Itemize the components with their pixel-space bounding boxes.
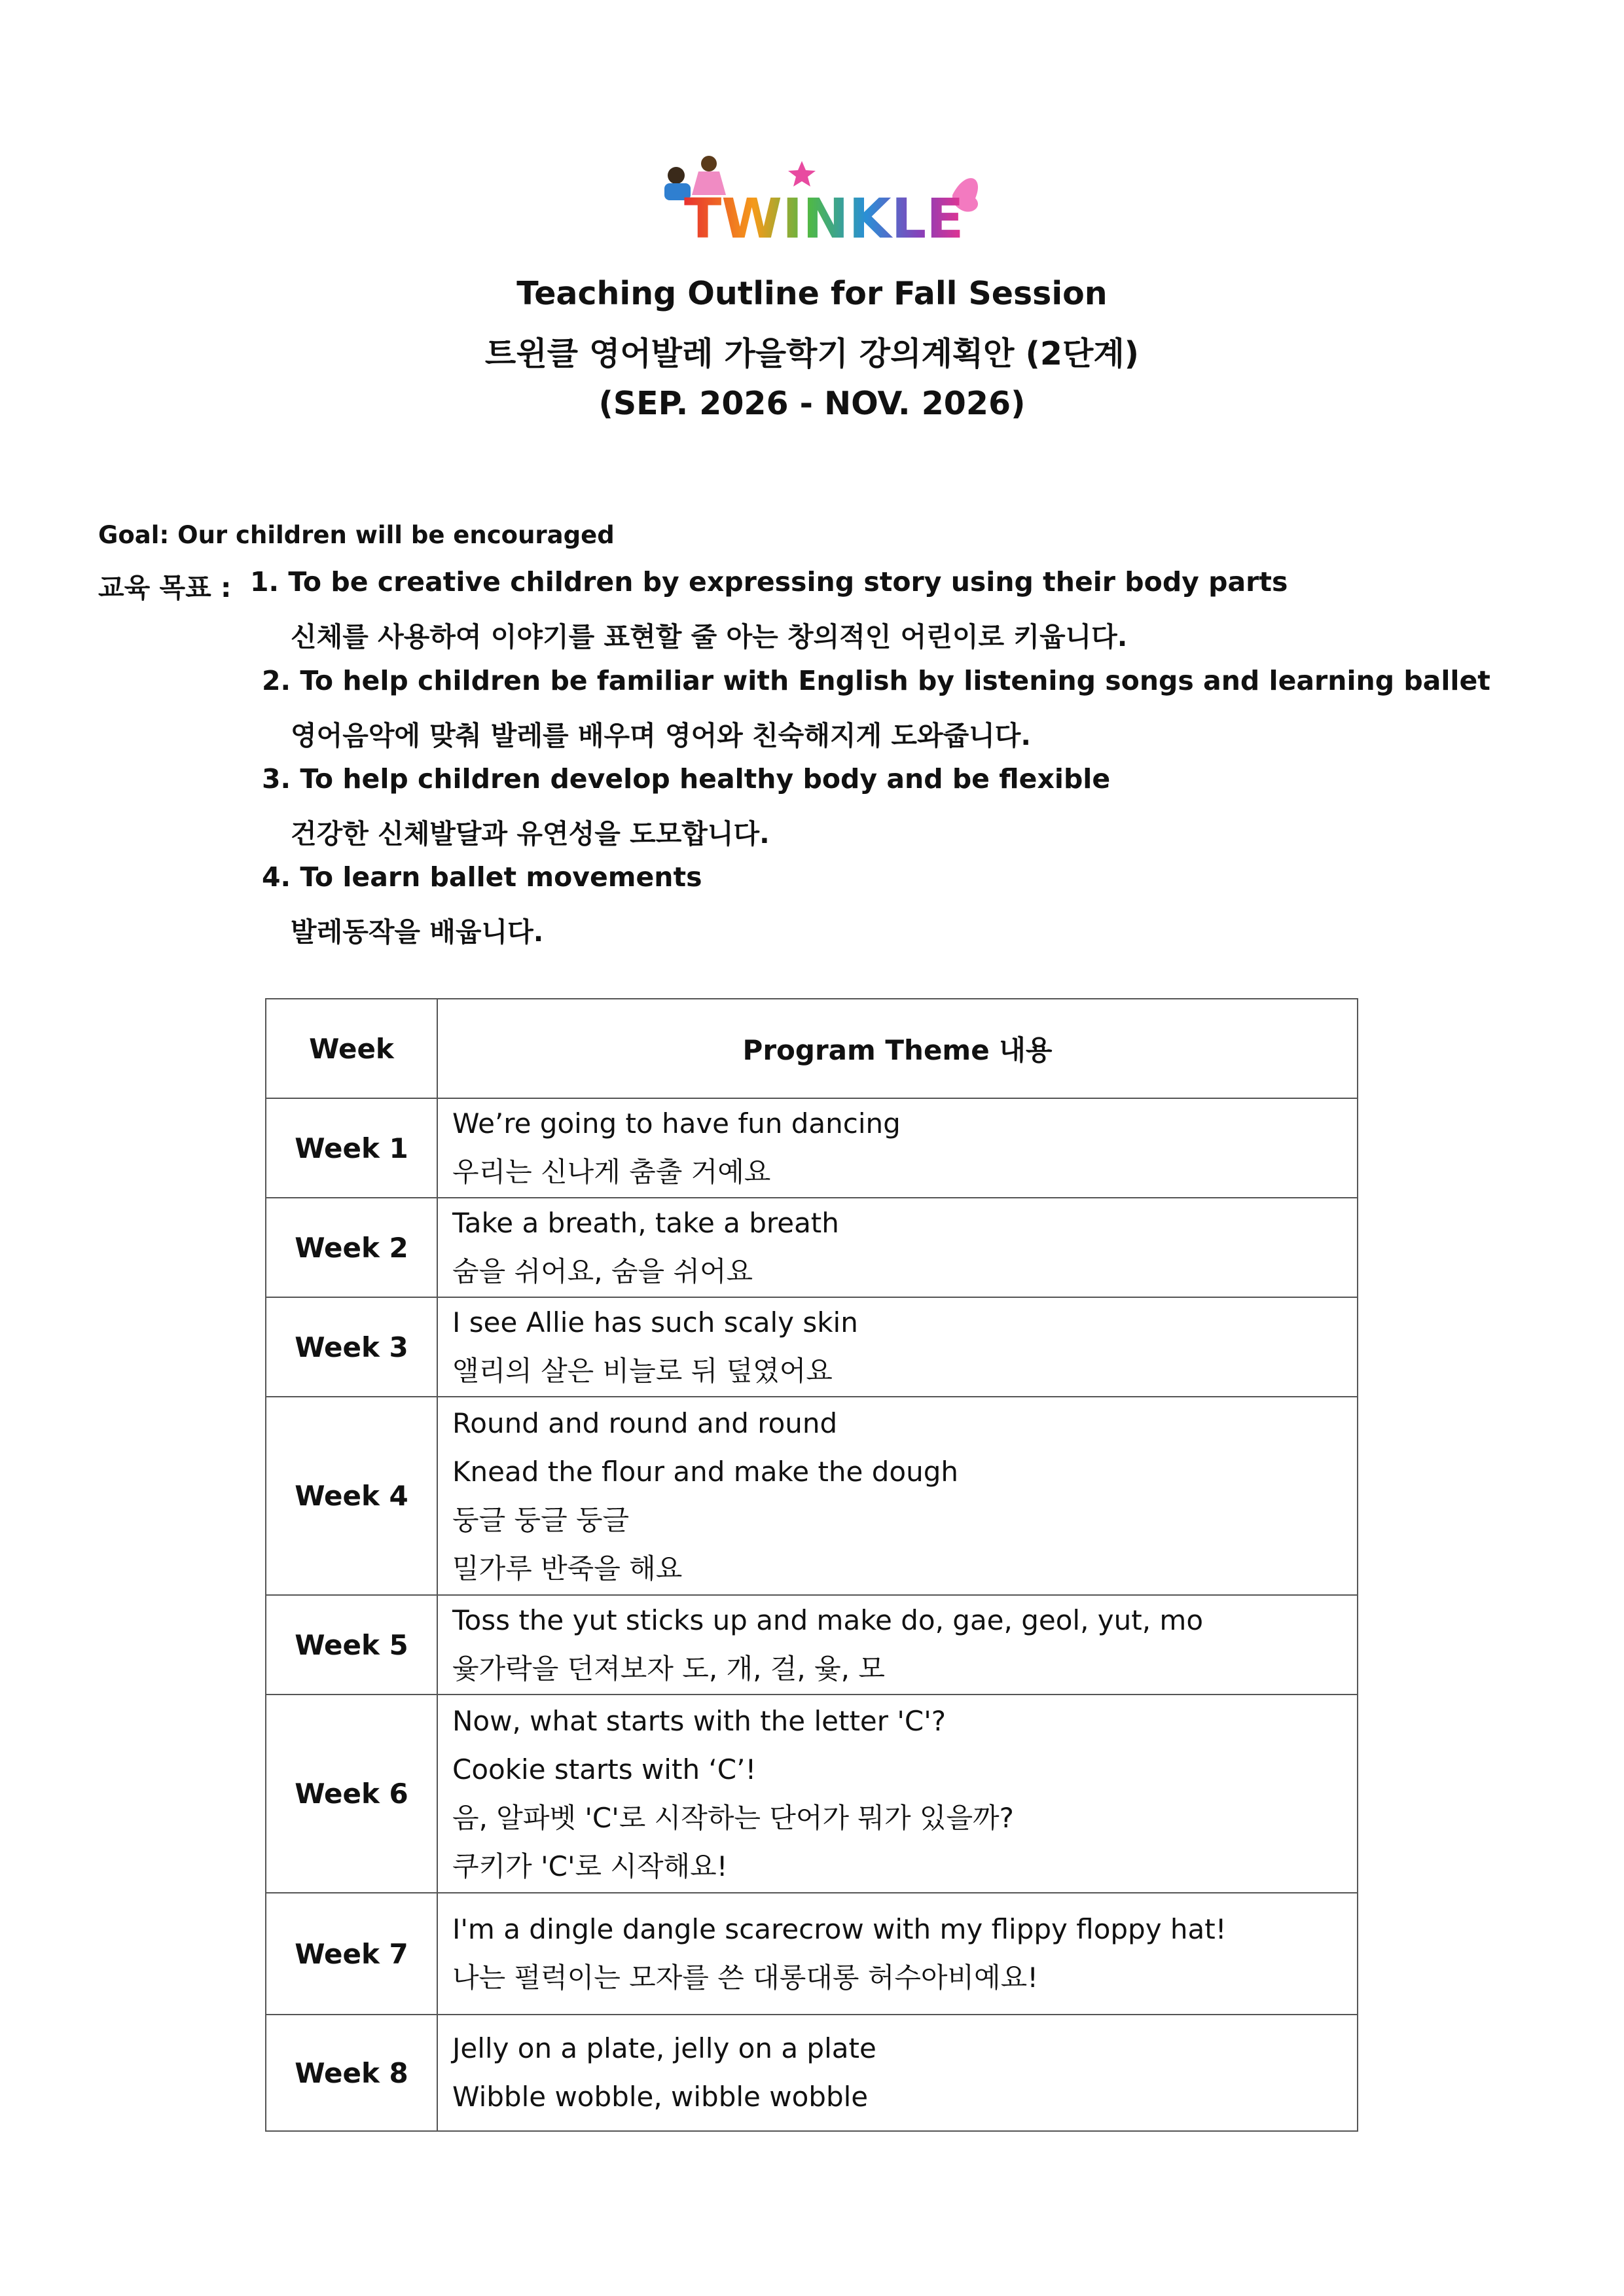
theme-line: Cookie starts with ‘C’! — [452, 1753, 757, 1785]
table-row — [266, 1595, 1358, 1695]
theme-line: We’re going to have fun dancing — [452, 1107, 901, 1139]
goal-item-4-ko: 발레동작을 배웁니다. — [291, 916, 544, 948]
goal-item-3-ko: 건강한 신체발달과 유연성을 도모합니다. — [291, 818, 770, 850]
goal-item-3-en: 3. To help children develop healthy body and be flexible — [262, 763, 1111, 795]
week-cell: Week 1 — [266, 1098, 437, 1198]
theme-line: Round and round and round — [452, 1407, 838, 1439]
goal-item-1-ko: 신체를 사용하여 이야기를 표현할 줄 아는 창의적인 어린이로 키웁니다. — [291, 621, 1128, 653]
theme-line: Jelly on a plate, jelly on a plate — [452, 2032, 876, 2064]
child-figure-icon — [668, 167, 685, 184]
theme-line: Take a breath, take a breath — [452, 1207, 839, 1239]
goal-item-1-en: 1. To be creative children by expressing story using their body parts — [250, 566, 1288, 598]
theme-cell — [437, 1397, 1358, 1595]
theme-line: I'm a dingle dangle scarecrow with my flippy floppy hat! — [452, 1913, 1227, 1945]
theme-line: 숨을 쉬어요, 숨을 쉬어요 — [452, 1255, 753, 1287]
theme-line: 쿠키가 'C'로 시작해요! — [452, 1850, 728, 1882]
theme-cell — [437, 1098, 1358, 1198]
theme-line: 앨리의 살은 비늘로 뒤 덮였어요 — [452, 1355, 833, 1387]
table-header-row — [266, 999, 1358, 1098]
theme-line: 나는 펄럭이는 모자를 쓴 대롱대롱 허수아비예요! — [452, 1962, 1039, 1994]
star-icon — [788, 161, 816, 187]
theme-line: Knead the flour and make the dough — [452, 1455, 958, 1488]
twinkle-logo — [645, 149, 985, 247]
theme-line: 둥글 둥글 둥글 — [452, 1503, 630, 1536]
theme-cell — [437, 1595, 1358, 1695]
theme-line: 밀가루 반죽을 해요 — [452, 1552, 683, 1585]
theme-line: 음, 알파벳 'C'로 시작하는 단어가 뭐가 있을까? — [452, 1801, 1014, 1834]
week-cell: Week 3 — [266, 1297, 437, 1397]
week-cell: Week 2 — [266, 1198, 437, 1297]
theme-cell — [437, 2015, 1358, 2131]
goal-intro: Goal: Our children will be encouraged — [98, 521, 615, 549]
program-table — [265, 998, 1358, 2132]
week-column-header: Week — [266, 999, 437, 1098]
table-row — [266, 1397, 1358, 1595]
goal-item-2-ko: 영어음악에 맞춰 발레를 배우며 영어와 친숙해지게 도와줍니다. — [291, 720, 1031, 751]
theme-cell — [437, 1198, 1358, 1297]
week-cell: Week 7 — [266, 1893, 437, 2015]
table-row — [266, 2015, 1358, 2131]
page-title-korean: 트윈클 영어발레 가을학기 강의계획안 (2단계) — [484, 335, 1140, 372]
goal-item-4-en: 4. To learn ballet movements — [262, 861, 702, 893]
theme-line: 우리는 신나게 춤출 거예요 — [452, 1156, 771, 1188]
theme-column-header: Program Theme 내용 — [437, 999, 1358, 1098]
session-period: (SEP. 2026 - NOV. 2026) — [598, 385, 1026, 422]
theme-cell — [437, 1893, 1358, 2015]
page-title: Teaching Outline for Fall Session — [516, 275, 1108, 312]
table-row — [266, 1198, 1358, 1297]
week-cell: Week 8 — [266, 2015, 437, 2131]
theme-line: 윷가락을 던져보자 도, 개, 걸, 윷, 모 — [452, 1653, 885, 1685]
svg-text:TWINKLE: TWINKLE — [684, 187, 964, 247]
table-row — [266, 1695, 1358, 1893]
week-cell: Week 6 — [266, 1695, 437, 1893]
theme-cell — [437, 1297, 1358, 1397]
goal-label: 교육 목표 : — [98, 572, 232, 603]
theme-line: Now, what starts with the letter 'C'? — [452, 1704, 947, 1737]
table-row — [266, 1297, 1358, 1397]
theme-cell — [437, 1695, 1358, 1893]
theme-line: I see Allie has such scaly skin — [452, 1306, 858, 1338]
theme-line: Toss the yut sticks up and make do, gae, geol, yut, mo — [452, 1604, 1204, 1636]
theme-line: Wibble wobble, wibble wobble — [452, 2081, 869, 2113]
table-row — [266, 1893, 1358, 2015]
week-cell: Week 4 — [266, 1397, 437, 1595]
goal-item-2-en: 2. To help children be familiar with English by listening songs and learning ballet — [262, 665, 1490, 696]
table-row — [266, 1098, 1358, 1198]
week-cell: Week 5 — [266, 1595, 437, 1695]
